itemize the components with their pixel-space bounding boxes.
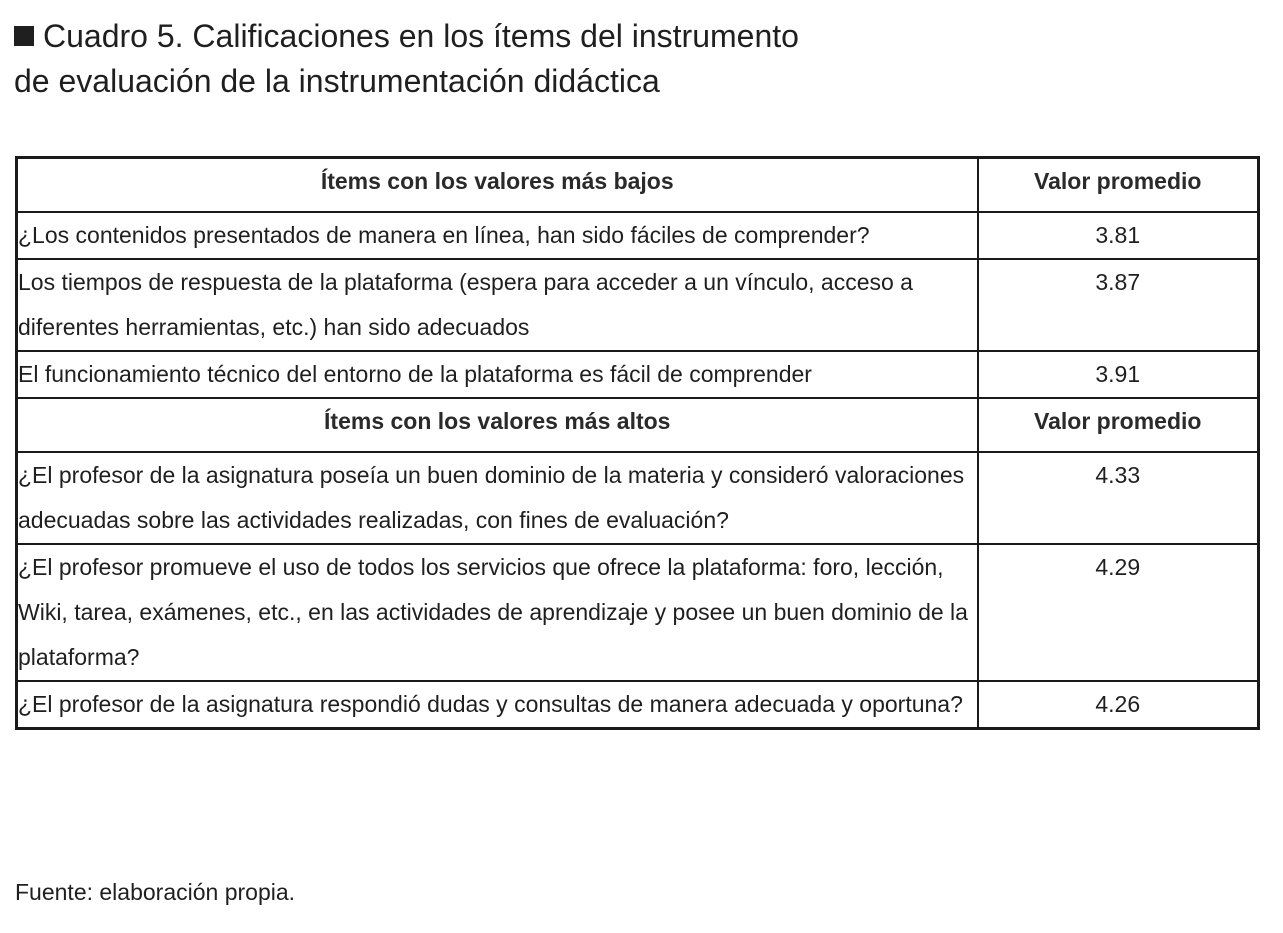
item-value: 3.81 [978, 212, 1259, 259]
item-text: El funcionamiento técnico del entorno de la plataforma es fácil de comprender [17, 351, 978, 398]
item-text: ¿El profesor de la asignatura poseía un buen dominio de la materia y consideró valoraciones adecuadas sobre las actividades realizadas, con fines de evaluación? [17, 452, 978, 544]
black-square-icon [14, 26, 34, 46]
header-row-highest [17, 398, 1259, 452]
header-items-lowest: Ítems con los valores más bajos [17, 158, 978, 213]
table-caption [14, 14, 1014, 104]
caption-line-1: Cuadro 5. Calificaciones en los ítems del instrumento [43, 18, 799, 54]
item-text: ¿El profesor de la asignatura respondió dudas y consultas de manera adecuada y oportuna? [17, 681, 978, 729]
header-average-value: Valor promedio [978, 398, 1259, 452]
table-row [17, 351, 1259, 398]
table-row [17, 452, 1259, 544]
header-items-highest: Ítems con los valores más altos [17, 398, 978, 452]
item-value: 4.33 [978, 452, 1259, 544]
item-value: 3.91 [978, 351, 1259, 398]
item-value: 3.87 [978, 259, 1259, 351]
header-row-lowest [17, 158, 1259, 213]
item-text: ¿El profesor promueve el uso de todos los servicios que ofrece la plataforma: foro, lección, Wiki, tarea, exámenes, etc., en las actividades de aprendizaje y posee un buen dominio de la plataforma? [17, 544, 978, 681]
caption-line-2: de evaluación de la instrumentación didáctica [14, 63, 660, 99]
item-text: ¿Los contenidos presentados de manera en línea, han sido fáciles de comprender? [17, 212, 978, 259]
table-row [17, 544, 1259, 681]
table-row [17, 681, 1259, 729]
source-note: Fuente: elaboración propia. [15, 879, 296, 905]
item-value: 4.26 [978, 681, 1259, 729]
header-average-value: Valor promedio [978, 158, 1259, 213]
table-row [17, 259, 1259, 351]
item-text: Los tiempos de respuesta de la plataforma (espera para acceder a un vínculo, acceso a diferentes herramientas, etc.) han sido adecuados [17, 259, 978, 351]
table-row [17, 212, 1259, 259]
ratings-table [15, 156, 1260, 730]
item-value: 4.29 [978, 544, 1259, 681]
